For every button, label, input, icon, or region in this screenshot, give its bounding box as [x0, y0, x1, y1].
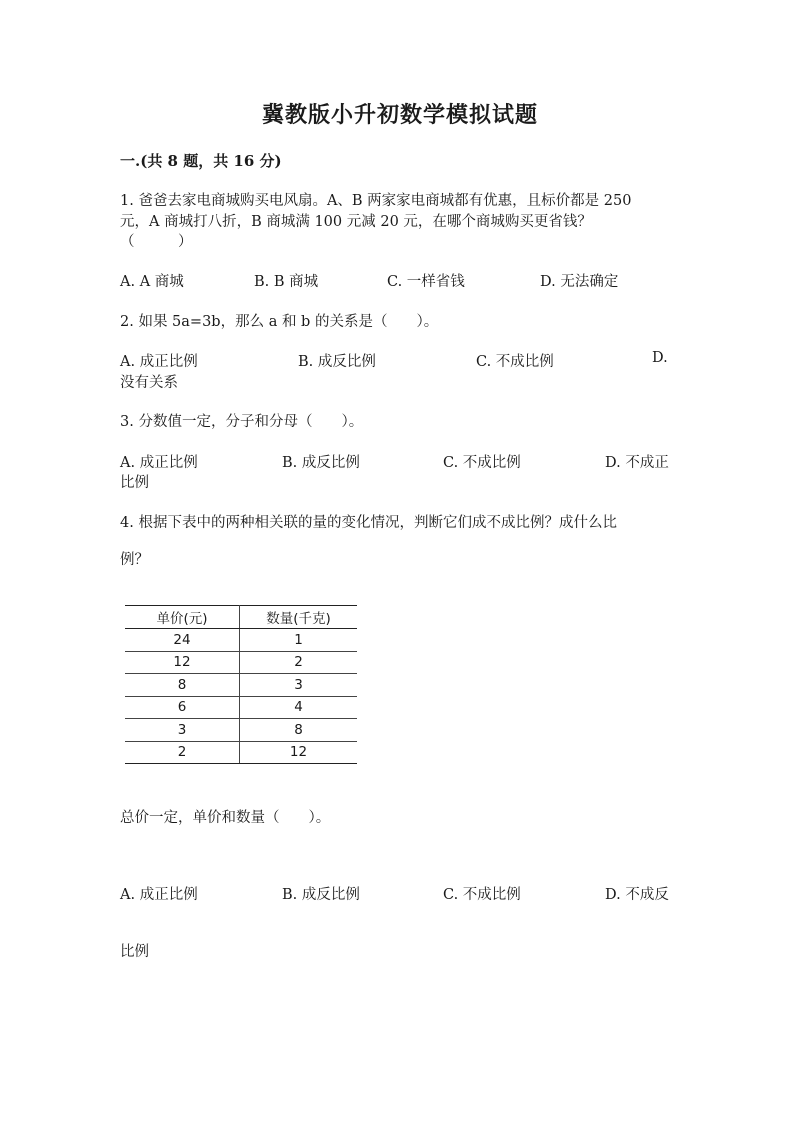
question-3-text: 3. 分数值一定，分子和分母（ ）。 — [120, 414, 364, 430]
question-4-option-a: A. 成正比例 — [120, 887, 198, 903]
price-quantity-table — [125, 605, 357, 764]
question-1-option-b: B. B 商城 — [254, 274, 319, 290]
table-cell-price: 12 — [125, 651, 240, 674]
question-3-option-b: B. 成反比例 — [282, 455, 360, 471]
question-2-text: 2. 如果 5a=3b，那么 a 和 b 的关系是（ ）。 — [120, 314, 439, 330]
question-1-option-d: D. 无法确定 — [540, 274, 619, 290]
question-1-option-c: C. 一样省钱 — [387, 274, 465, 290]
table-cell-price: 6 — [125, 696, 240, 719]
question-2-option-d-wrap: 没有关系 — [120, 375, 178, 391]
table-row — [125, 719, 357, 742]
question-4-option-c: C. 不成比例 — [443, 887, 521, 903]
table-cell-price: 2 — [125, 741, 240, 764]
table-cell-quantity: 4 — [240, 696, 358, 719]
question-1-blank: （ ） — [120, 234, 193, 250]
table-cell-price: 3 — [125, 719, 240, 742]
table-row — [125, 696, 357, 719]
table-header-quantity: 数量(千克) — [240, 606, 358, 629]
table-cell-quantity: 8 — [240, 719, 358, 742]
question-4-line-1: 4. 根据下表中的两种相关联的量的变化情况，判断它们成不成比例？成什么比 — [120, 515, 617, 531]
question-3-option-d: D. 不成正 — [605, 455, 669, 471]
question-1-option-a: A. A 商城 — [120, 274, 184, 290]
table-row — [125, 674, 357, 697]
table-cell-price: 8 — [125, 674, 240, 697]
table-cell-price: 24 — [125, 629, 240, 652]
question-3-option-d-wrap: 比例 — [120, 475, 149, 491]
question-3-option-c: C. 不成比例 — [443, 455, 521, 471]
section-heading: 一.(共 8 题，共 16 分) — [120, 152, 282, 170]
question-3-option-a: A. 成正比例 — [120, 455, 198, 471]
question-1-line-1: 1. 爸爸去家电商城购买电风扇。A、B 两家家电商城都有优惠，且标价都是 250 — [120, 193, 632, 209]
question-4-option-d-wrap: 比例 — [120, 944, 149, 960]
question-1-line-2: 元，A 商城打八折，B 商城满 100 元减 20 元，在哪个商城购买更省钱？ — [120, 214, 592, 230]
question-2-option-a: A. 成正比例 — [120, 354, 198, 370]
page-title: 冀教版小升初数学模拟试题 — [261, 102, 538, 128]
question-4-option-d: D. 不成反 — [605, 887, 669, 903]
table-header-price: 单价(元) — [125, 606, 240, 629]
question-2-option-b: B. 成反比例 — [298, 354, 376, 370]
table-row — [125, 741, 357, 764]
question-4-followup: 总价一定，单价和数量（ ）。 — [120, 810, 331, 826]
question-2-option-d: D. — [652, 350, 668, 366]
table-cell-quantity: 3 — [240, 674, 358, 697]
question-4-option-b: B. 成反比例 — [282, 887, 360, 903]
table-header-row — [125, 606, 357, 629]
question-2-option-c: C. 不成比例 — [476, 354, 554, 370]
table-cell-quantity: 12 — [240, 741, 358, 764]
table-cell-quantity: 2 — [240, 651, 358, 674]
question-4-line-2: 例？ — [120, 552, 149, 568]
table-row — [125, 651, 357, 674]
table-row — [125, 629, 357, 652]
table-cell-quantity: 1 — [240, 629, 358, 652]
